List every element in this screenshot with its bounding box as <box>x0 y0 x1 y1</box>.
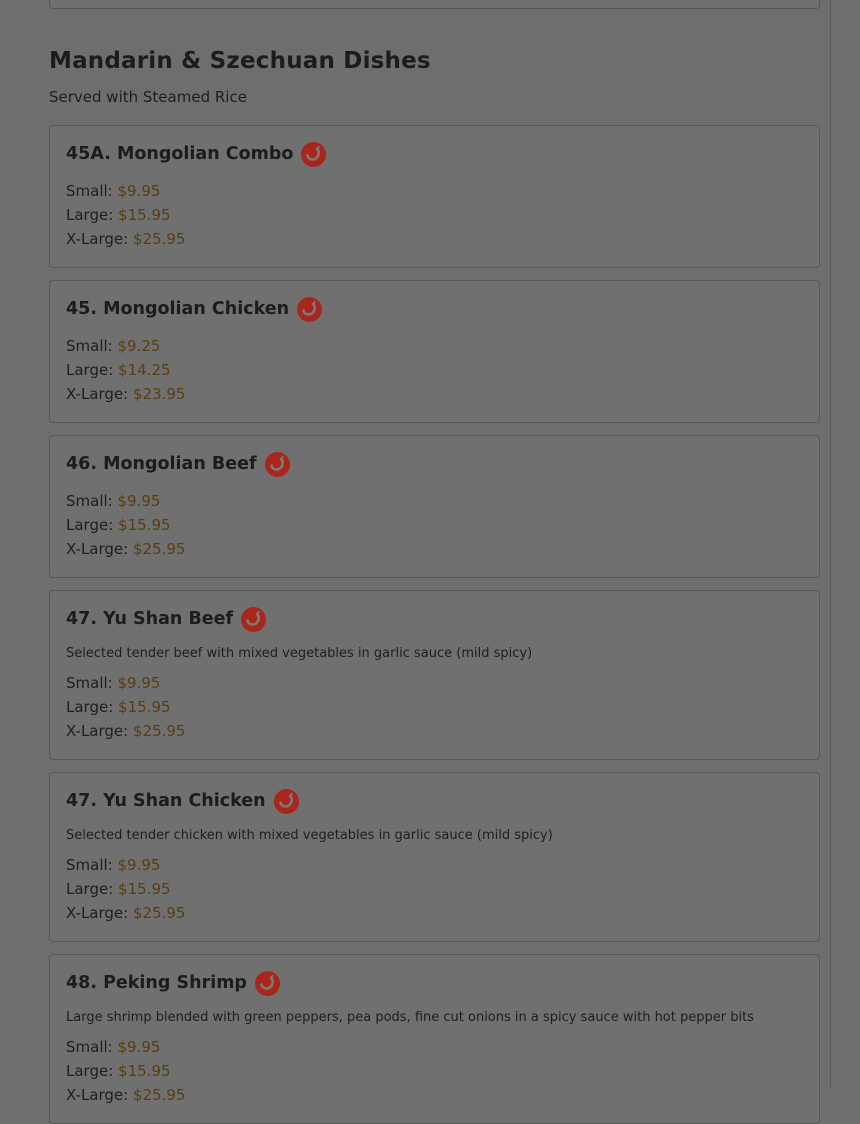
price-row-small: Small: $9.95 <box>66 856 161 874</box>
section-title: Mandarin & Szechuan Dishes <box>49 48 431 74</box>
price-list <box>66 671 185 743</box>
price-list <box>66 853 185 925</box>
price-row-large: Large: $14.25 <box>66 361 171 379</box>
menu-item-name: 47. Yu Shan Chicken <box>66 791 266 811</box>
price-row-small: Small: $9.95 <box>66 182 161 200</box>
menu-item-description: Selected tender beef with mixed vegetables in garlic sauce (mild spicy) <box>66 646 533 661</box>
menu-item-name: 48. Peking Shrimp <box>66 973 247 993</box>
price-row-small: Small: $9.95 <box>66 492 161 510</box>
price-row-large: Large: $15.95 <box>66 516 171 534</box>
menu-item-description: Large shrimp blended with green peppers, pea pods, fine cut onions in a spicy sauce with hot pepper bits <box>66 1010 754 1025</box>
menu-item-card[interactable] <box>49 435 820 578</box>
menu-item-header <box>66 452 290 476</box>
menu-item-header <box>66 607 266 631</box>
menu-item-header <box>66 789 299 813</box>
spicy-pepper-icon <box>265 452 290 477</box>
menu-item-name: 47. Yu Shan Beef <box>66 609 234 629</box>
price-row-large: Large: $15.95 <box>66 698 171 716</box>
price-row-small: Small: $9.95 <box>66 674 161 692</box>
menu-item-card[interactable] <box>49 772 820 942</box>
price-list <box>66 489 185 561</box>
menu-item-description: Selected tender chicken with mixed vegetables in garlic sauce (mild spicy) <box>66 828 553 843</box>
menu-item-header <box>66 142 326 166</box>
menu-item-card[interactable] <box>49 590 820 760</box>
spicy-pepper-icon <box>274 789 299 814</box>
price-row-xlarge: X-Large: $25.95 <box>66 1086 186 1104</box>
previous-menu-card[interactable] <box>49 0 820 9</box>
spicy-pepper-icon <box>241 607 266 632</box>
menu-item-name: 45A. Mongolian Combo <box>66 144 294 164</box>
menu-item-card[interactable] <box>49 125 820 268</box>
menu-item-name: 46. Mongolian Beef <box>66 454 257 474</box>
spicy-pepper-icon <box>301 142 326 167</box>
price-row-xlarge: X-Large: $25.95 <box>66 540 186 558</box>
price-list <box>66 1035 185 1107</box>
page-scrollbar[interactable] <box>830 0 831 1088</box>
price-row-xlarge: X-Large: $25.95 <box>66 904 186 922</box>
price-row-small: Small: $9.95 <box>66 1038 161 1056</box>
spicy-pepper-icon <box>255 971 280 996</box>
price-row-xlarge: X-Large: $23.95 <box>66 385 186 403</box>
menu-item-card[interactable] <box>49 954 820 1124</box>
spicy-pepper-icon <box>297 297 322 322</box>
menu-item-header <box>66 297 322 321</box>
price-row-xlarge: X-Large: $25.95 <box>66 230 186 248</box>
price-row-large: Large: $15.95 <box>66 206 171 224</box>
price-row-large: Large: $15.95 <box>66 880 171 898</box>
menu-item-name: 45. Mongolian Chicken <box>66 299 290 319</box>
price-row-xlarge: X-Large: $25.95 <box>66 722 186 740</box>
price-list <box>66 179 185 251</box>
price-row-small: Small: $9.25 <box>66 337 161 355</box>
menu-item-header <box>66 971 280 995</box>
section-subtitle: Served with Steamed Rice <box>49 88 247 106</box>
price-list <box>66 334 185 406</box>
price-row-large: Large: $15.95 <box>66 1062 171 1080</box>
menu-item-card[interactable] <box>49 280 820 423</box>
